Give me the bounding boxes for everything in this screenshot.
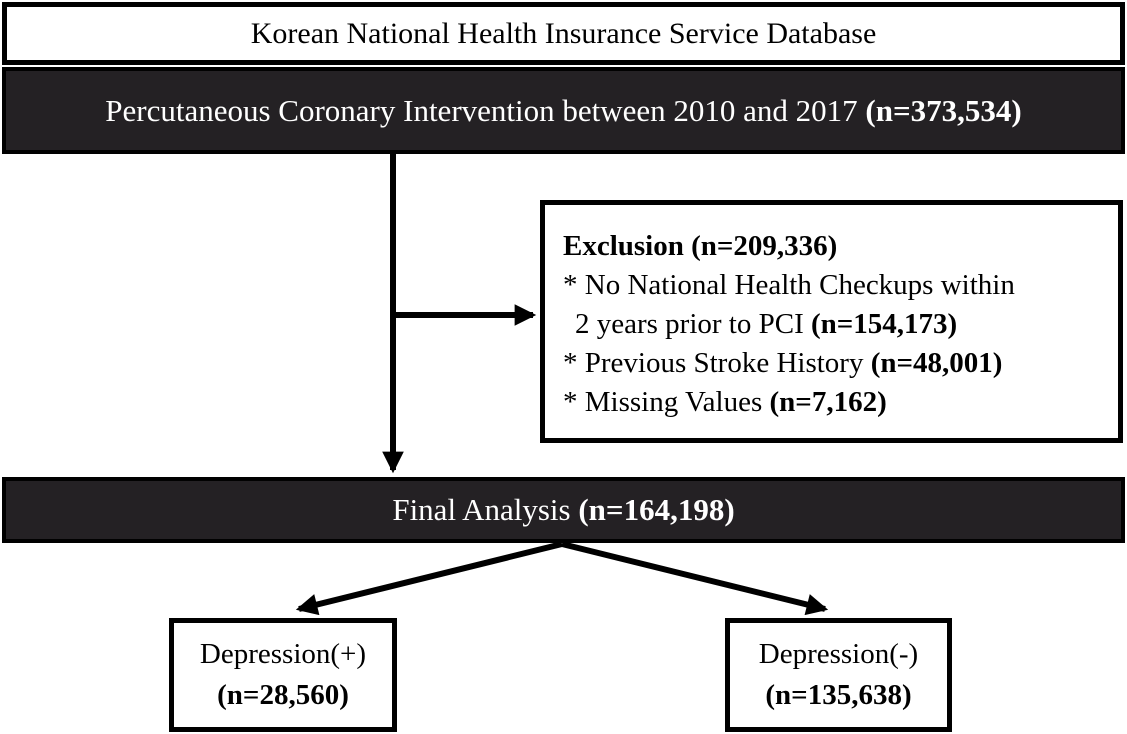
pci-population-box (2, 67, 1125, 154)
depression-positive-box (169, 618, 397, 732)
depression-positive-label: Depression(+) (199, 638, 367, 670)
final-analysis-label: Final Analysis (n=164,198) (392, 492, 735, 527)
depression-negative-n-count: (n=135,638) (765, 679, 912, 711)
exclusion-stroke-n: (n=48,001) (870, 347, 1003, 379)
depression-negative-label: Depression(-) (758, 638, 919, 670)
exclusion-missing-n: (n=7,162) (769, 386, 887, 418)
pci-population-label: Percutaneous Coronary Intervention between 2010 and 2017 (n=373,534) (105, 92, 1022, 128)
exclusion-item-missing: * Missing Values (n=7,162) (563, 386, 887, 418)
exclusion-title: Exclusion (n=209,336) (563, 230, 838, 262)
source-database-box (2, 2, 1125, 65)
final-analysis-box (2, 477, 1125, 543)
exclusion-item-checkups-line2: 2 years prior to PCI (n=154,173) (575, 308, 958, 340)
exclusion-item-stroke: * Previous Stroke History (n=48,001) (563, 347, 1003, 379)
exclusion-box (540, 200, 1123, 443)
source-database-label: Korean National Health Insurance Service Database (250, 16, 877, 50)
final-analysis-n-count: (n=164,198) (578, 492, 735, 527)
pci-n-count: (n=373,534) (865, 92, 1022, 128)
arrow-final-to-depression-minus (562, 544, 825, 609)
depression-positive-n-count: (n=28,560) (217, 679, 349, 711)
arrow-final-to-depression-plus (299, 544, 562, 609)
exclusion-item-checkups-line1: * No National Health Checkups within (563, 269, 1015, 301)
exclusion-checkups-n: (n=154,173) (811, 308, 958, 340)
depression-negative-box (725, 618, 952, 732)
